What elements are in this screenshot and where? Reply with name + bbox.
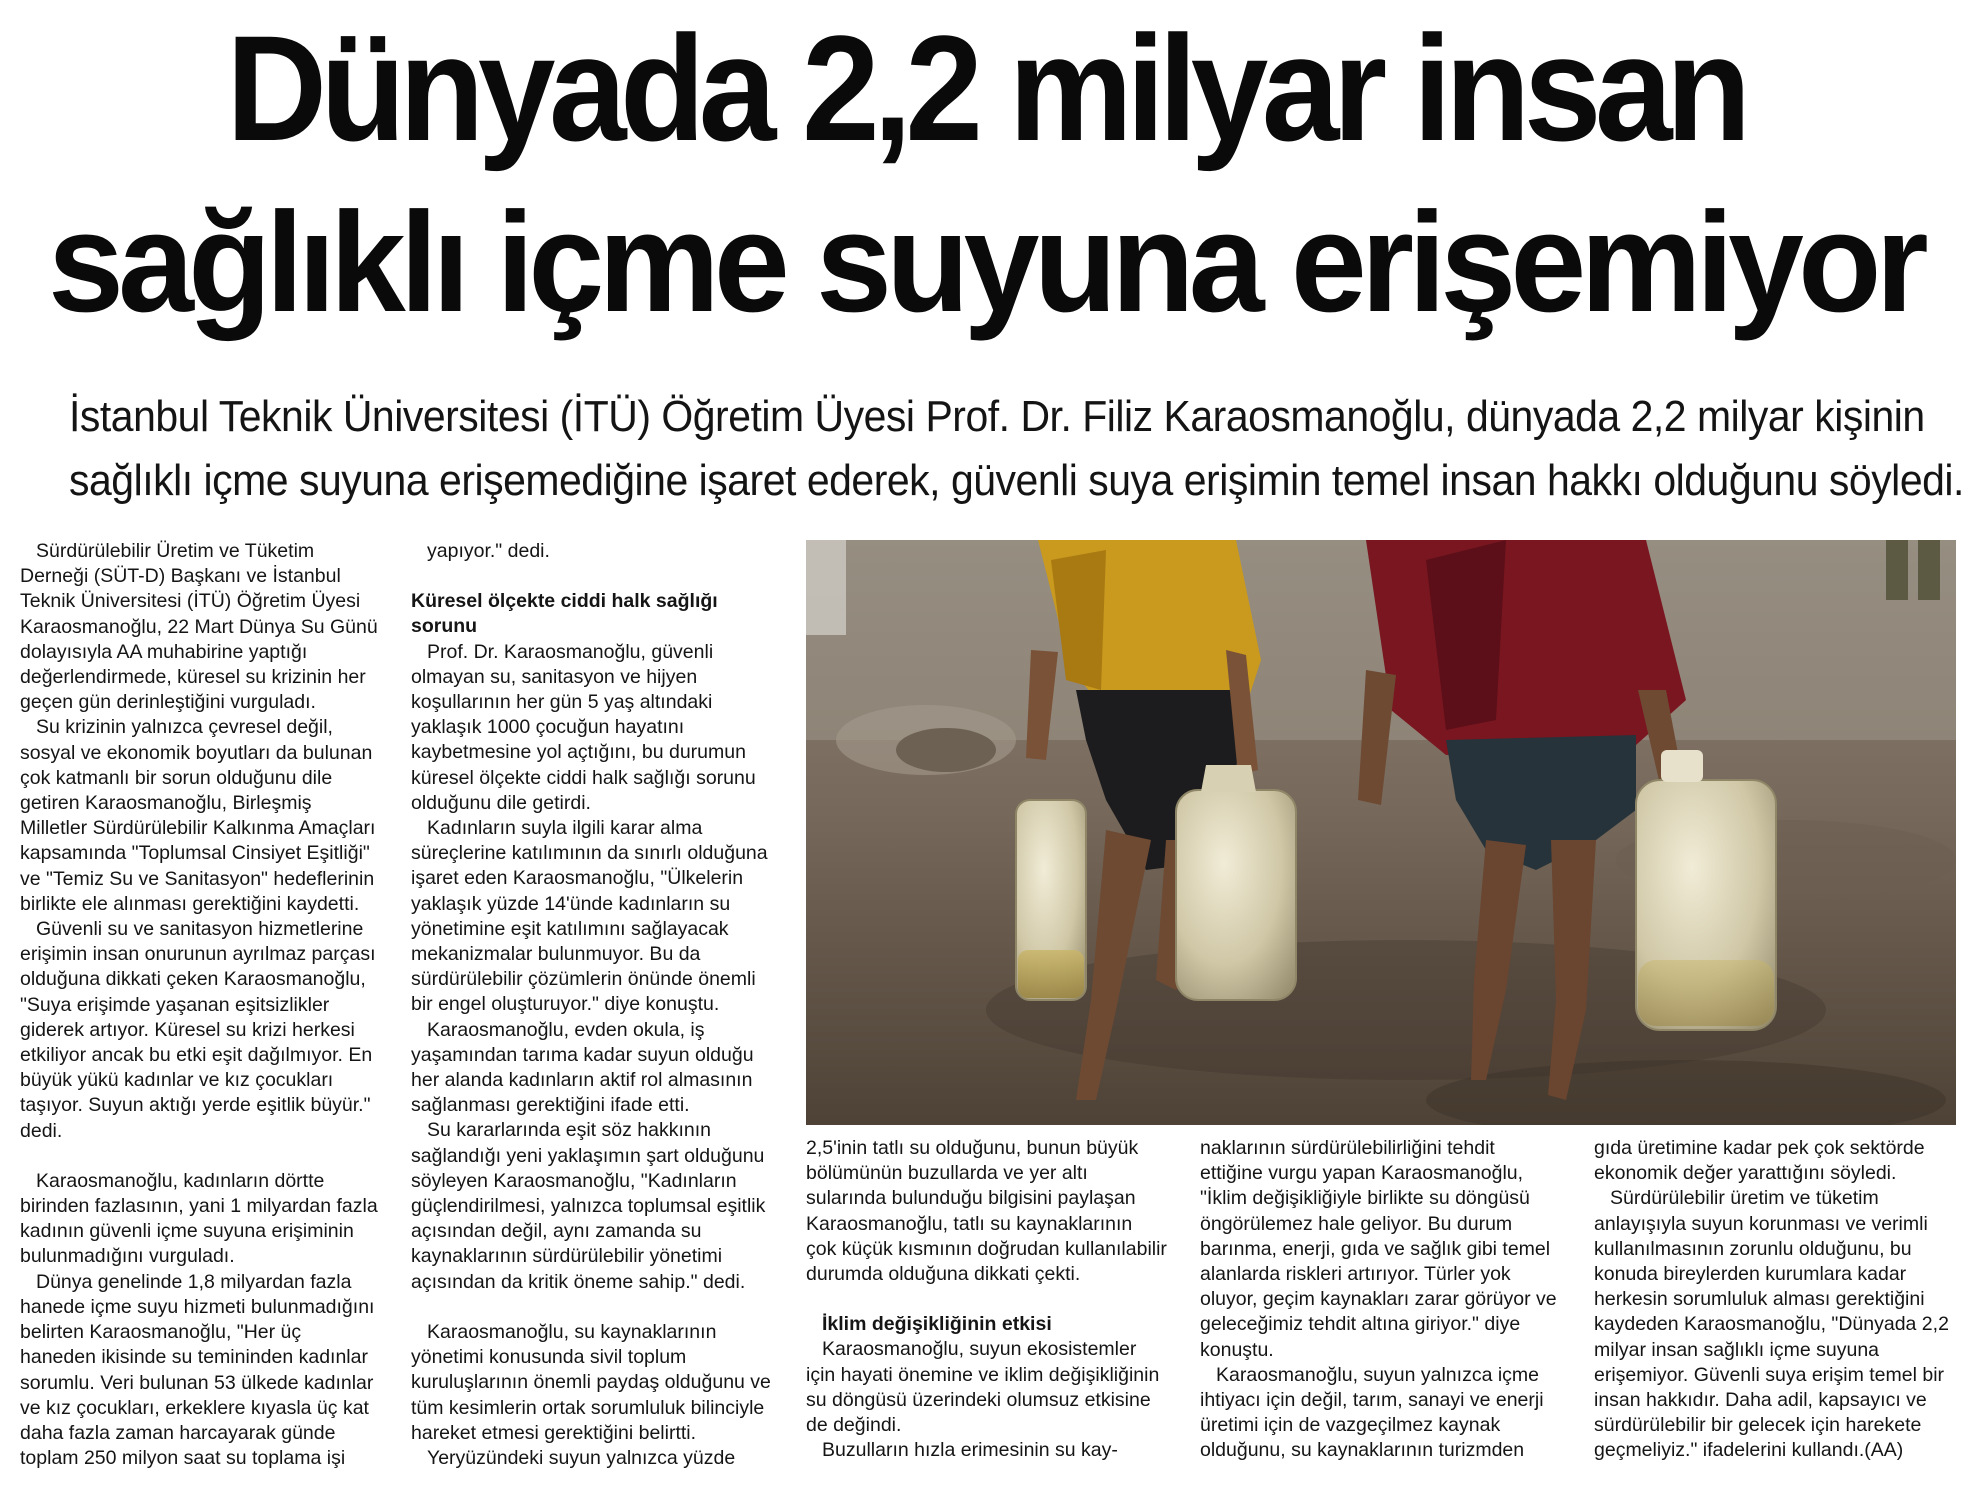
article-column-5 (1594, 1136, 1956, 1464)
paragraph: Su kararlarında eşit söz hakkının sağlandığı yeni yaklaşımın şart olduğunu söyleyen Karaosmanoğlu, "Kadınların güçlendirilmesi, yalnızca toplumsal eşitlik açısından değil, aynı zamanda su kaynaklarının sürdürülebilir yönetimi açısından da kritik öneme sahip." dedi. (411, 1119, 766, 1293)
article-column-1 (20, 539, 382, 1471)
article-photo (806, 540, 1956, 1125)
subheading: Küresel ölçekte ciddi halk sağlığı sorunu (411, 590, 718, 638)
paragraph: 2,5'inin tatlı su olduğunu, bunun büyük bölümünün buzullarda ve yer altı sularında bulunduğu bilgisini paylaşan Karaosmanoğlu, tatlı su kaynaklarının çok küçük kısmının doğrudan kullanılabilir durumda olduğuna dikkati çekti. (806, 1137, 1167, 1286)
paragraph: Sürdürülebilir üretim ve tüketim anlayışıyla suyun korunması ve verimli kullanılmasının zorunlu olduğunu, bu konuda bireylerden kurumlara kadar herkesin sorumluluk alması gerektiğini kaydeden Karaosmanoğlu, "Dünyada 2,2 milyar insan sağlıklı içme suyuna erişemiyor. Güvenli suya erişim temel bir insan hakkıdır. Daha adil, kapsayıcı ve sürdürülebilir bir gelecek için harekete geçmeliyiz." ifadelerini kullandı.(AA) (1594, 1187, 1949, 1462)
paragraph: Karaosmanoğlu, su kaynaklarının yönetimi konusunda sivil toplum kuruluşlarının önemli paydaş olduğunu ve tüm kesimlerin ortak sorumluluk bilinciyle hareket etmesi gerektiğini belirtti. (411, 1320, 771, 1444)
article-column-2 (411, 539, 773, 1471)
lead-line-2: sağlıklı içme suyuna erişemediğine işaret ederek, güvenli suya erişimin temel insan hakkı olduğunu söyledi. (68, 456, 1964, 505)
paragraph: gıda üretimine kadar pek çok sektörde ekonomik değer yarattığını söyledi. (1594, 1137, 1925, 1185)
article-column-3 (806, 1136, 1168, 1463)
paragraph: Güvenli su ve sanitasyon hizmetlerine erişimin insan onurunun ayrılmaz parçası olduğuna dikkati çeken Karaosmanoğlu, "Suya erişimde yaşanan eşitsizlikler giderek artıyor. Küresel su krizi herkesi etkiliyor ancak bu etki eşit dağılmıyor. En büyük yükü kadınlar ve kız çocukları taşıyor. Suyun aktığı yerde eşitlik büyür." dedi. (20, 918, 376, 1142)
subheading: İklim değişikliğinin etkisi (822, 1313, 1052, 1336)
paragraph: Yeryüzündeki suyun yalnızca yüzde (427, 1446, 736, 1469)
paragraph: naklarının sürdürülebilirliğini tehdit ettiğine vurgu yapan Karaosmanoğlu, "İklim değişikliğiyle birlikte su döngüsü öngörülemez hale geliyor. Bu durum barınma, enerji, gıda ve sağlık gibi temel alanlarda riskleri artırıyor. Türler yok oluyor, geçim kaynakları zarar görüyor ve geleceğimiz tehdit altına giriyor." diye konuştu. (1200, 1137, 1557, 1361)
headline-line-1: Dünyada 2,2 milyar insan (226, 4, 1745, 172)
paragraph: Buzulların hızla erimesinin su kay- (822, 1439, 1118, 1462)
paragraph: Su krizinin yalnızca çevresel değil, sosyal ve ekonomik boyutları da bulunan çok katmanlı bir sorun olduğunu dile getiren Karaosmanoğlu, Birleşmiş Milletler Sürdürülebilir Kalkınma Amaçları kapsamında "Toplumsal Cinsiyet Eşitliği" ve "Temiz Su ve Sanitasyon" hedeflerinin birlikte ele alınması gerektiğini kaydetti. (20, 716, 376, 915)
headline-line-2: sağlıklı içme suyuna erişemiyor (48, 183, 1923, 342)
paragraph: yapıyor." dedi. (427, 540, 550, 562)
paragraph: Karaosmanoğlu, kadınların dörtte birinden fazlasının, yani 1 milyardan fazla kadının güvenli içme suyuna erişiminin bulunmadığını vurguladı. (20, 1169, 378, 1268)
children-carrying-water-photo (806, 540, 1956, 1125)
paragraph: Sürdürülebilir Üretim ve Tüketim Derneği (SÜT-D) Başkanı ve İstanbul Teknik Üniversitesi (İTÜ) Öğretim Üyesi Karaosmanoğlu, 22 Mart Dünya Su Günü dolayısıyla AA muhabirine yaptığı değerlendirmede, küresel su krizinin her geçen gün derinleştiğini vurguladı. (20, 540, 378, 714)
paragraph: Karaosmanoğlu, suyun ekosistemler için hayati önemine ve iklim değişikliğinin su döngüsü üzerindeki olumsuz etkisine de değindi. (806, 1338, 1160, 1437)
paragraph: Dünya genelinde 1,8 milyardan fazla hanede içme suyu hizmeti bulunmadığını belirten Karaosmanoğlu, "Her üç haneden ikisinde su temininden kadınlar sorumlu. Veri bulunan 53 ülkede kadınlar ve kız çocukları, erkeklere kıyasla üç kat daha fazla zaman harcayarak günde toplam 250 milyon saat su toplama işi (20, 1270, 375, 1470)
lead-line-1: İstanbul Teknik Üniversitesi (İTÜ) Öğretim Üyesi Prof. Dr. Filiz Karaosmanoğlu, dünyada 2,2 milyar kişinin (68, 392, 1925, 441)
article-column-4 (1200, 1136, 1562, 1464)
paragraph: Prof. Dr. Karaosmanoğlu, güvenli olmayan su, sanitasyon ve hijyen koşullarının her gün 5 yaş altındaki yaklaşık 1000 çocuğun hayatını kaybetmesine yol açtığını, bu durumun küresel ölçekte ciddi halk sağlığı sorunu olduğunu dile getirdi. (411, 640, 756, 814)
paragraph: Karaosmanoğlu, evden okula, iş yaşamından tarıma kadar suyun olduğu her alanda kadınların aktif rol almasının sağlanması gerektiğini ifade etti. (411, 1018, 754, 1117)
paragraph: Kadınların suyla ilgili karar alma süreçlerine katılımının da sınırlı olduğuna işaret eden Karaosmanoğlu, "Ülkelerin yaklaşık yüzde 14'ünde kadınların su yönetimine eşit katılımını sağlayacak mekanizmalar bulunmuyor. Bu da sürdürülebilir çözümlerin önünde önemli bir engel oluşturuyor." diye konuştu. (411, 817, 768, 1016)
paragraph: Karaosmanoğlu, suyun yalnızca içme ihtiyacı için değil, tarım, sanayi ve enerji üretimi için de vazgeçilmez kaynak olduğunu, su kaynaklarının turizmden (1200, 1363, 1544, 1462)
